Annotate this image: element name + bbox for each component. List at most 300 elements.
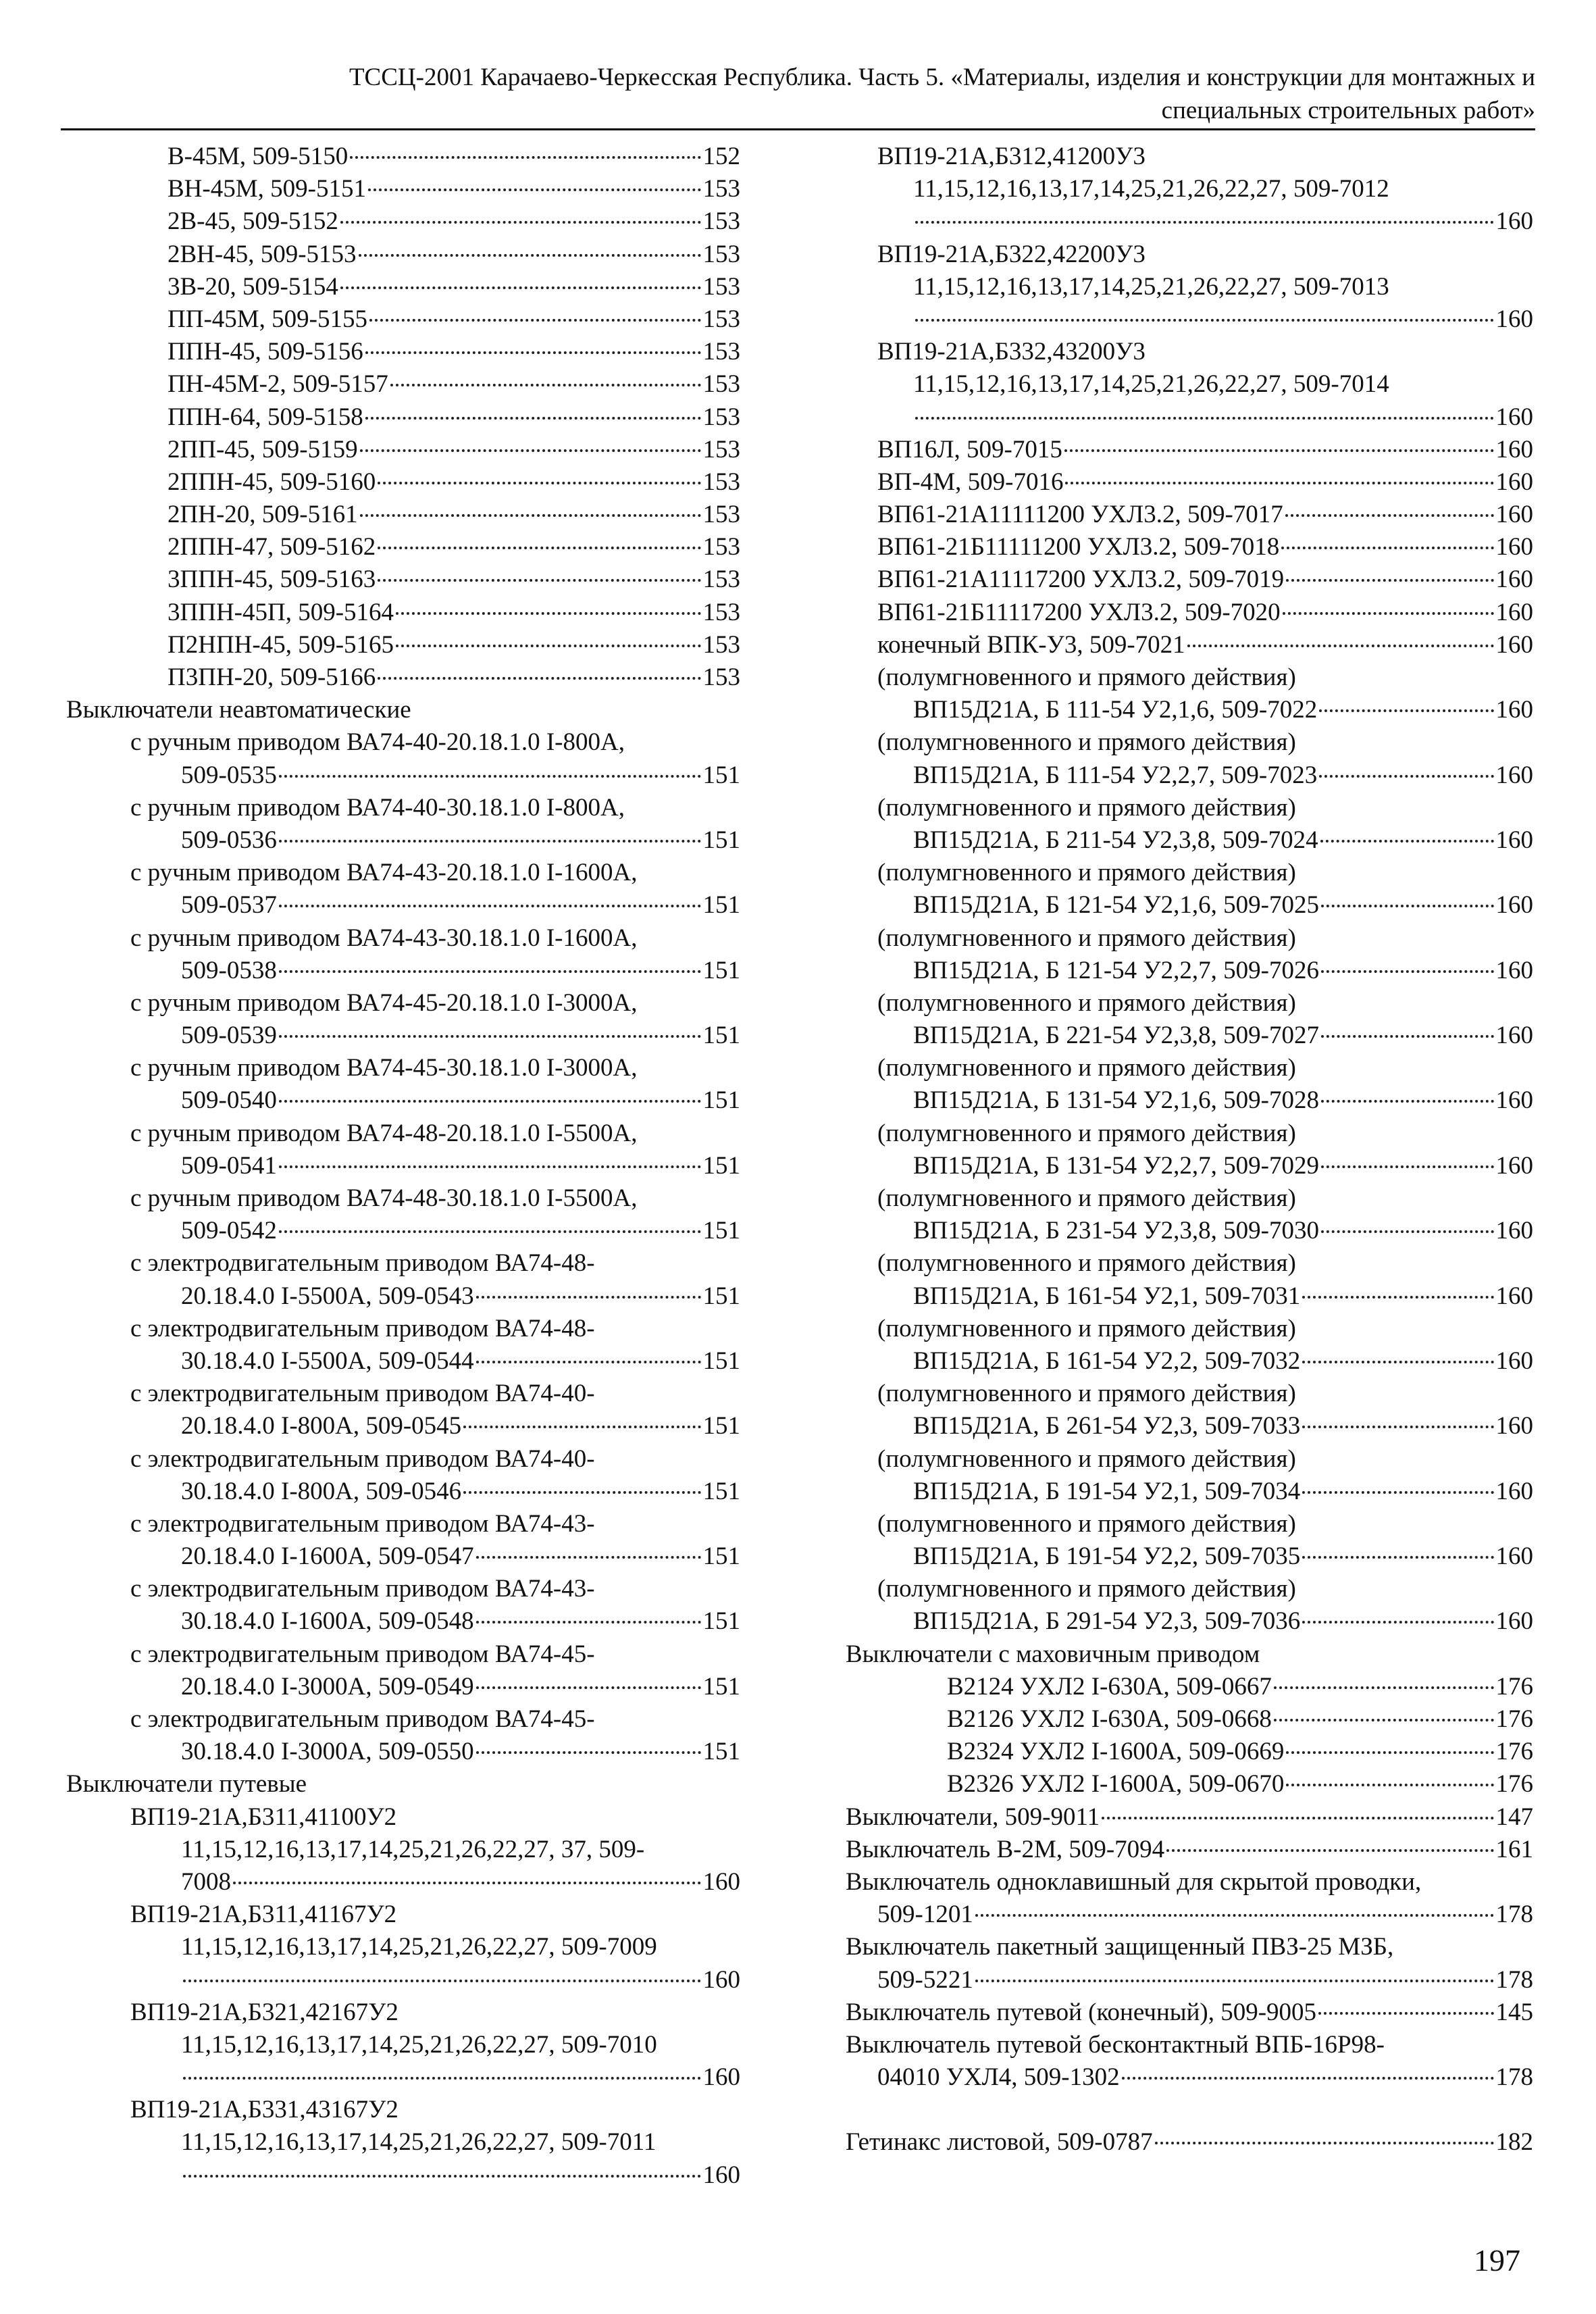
index-entry (66, 499, 740, 531)
index-entry-page: 160 (702, 1867, 740, 1896)
index-entry-text: Выключатели неавтоматические (66, 696, 411, 724)
index-entry-text: ВП15Д21А, Б 131-54 У2,1,6, 509-7028 (913, 1086, 1319, 1115)
index-entry-text: 11,15,12,16,13,17,14,25,21,26,22,27, 509-7014 (913, 370, 1389, 399)
index-entry (846, 336, 1533, 368)
index-entry (66, 2094, 740, 2126)
dot-leader (368, 188, 701, 191)
index-entry (66, 597, 740, 629)
index-entry-text: 2ВН-45, 509-5153 (168, 240, 357, 268)
index-entry-text: 30.18.4.0 I-1600А, 509-0548 (181, 1607, 474, 1636)
dot-leader (183, 1980, 701, 1982)
index-entry (846, 1801, 1533, 1834)
index-entry (846, 563, 1533, 596)
dot-leader (1283, 612, 1494, 615)
index-entry-page: 147 (1495, 1803, 1533, 1831)
index-entry-page: 153 (702, 598, 740, 626)
dot-leader (369, 319, 701, 322)
index-entry-text: ВП15Д21А, Б 261-54 У2,3, 509-7033 (913, 1412, 1301, 1440)
index-entry-page: 153 (702, 565, 740, 594)
index-entry-text: с электродвигательным приводом ВА74-48- (130, 1249, 595, 1278)
index-entry-text: П2НПН-45, 509-5165 (168, 630, 394, 659)
index-entry-page: 160 (1495, 533, 1533, 561)
index-entry-page: 153 (702, 403, 740, 431)
index-entry-page: 176 (1495, 1705, 1533, 1733)
index-entry-text: 2ППН-47, 509-5162 (168, 533, 376, 561)
index-entry-page: 153 (702, 533, 740, 561)
index-entry (66, 694, 740, 726)
index-entry-text: 509-0542 (181, 1217, 277, 1245)
index-entry-page: 161 (1495, 1835, 1533, 1863)
index-entry (66, 1052, 740, 1084)
index-entry (846, 2126, 1533, 2159)
dot-leader (1302, 1621, 1493, 1624)
dot-leader (1321, 905, 1494, 907)
index-entry-text: 20.18.4.0 I-800А, 509-0545 (181, 1412, 462, 1440)
index-entry (846, 1020, 1533, 1052)
index-entry-page: 151 (702, 1022, 740, 1050)
dot-leader (390, 384, 701, 386)
index-entry-text: 20.18.4.0 I-1600А, 509-0547 (181, 1542, 474, 1571)
index-entry (66, 1898, 740, 1931)
index-entry-page: 160 (1495, 956, 1533, 984)
index-entry-text: с электродвигательным приводом ВА74-43- (130, 1575, 595, 1603)
index-entry (66, 1345, 740, 1378)
index-entry-page: 151 (702, 1542, 740, 1571)
index-entry-text: 509-0539 (181, 1022, 277, 1050)
dot-leader (378, 677, 700, 680)
index-entry-text: 509-0536 (181, 826, 277, 854)
index-entry-page: 151 (702, 891, 740, 920)
dot-leader (1102, 1817, 1493, 1819)
index-entry-page: 151 (702, 1217, 740, 1245)
index-entry-text: с электродвигательным приводом ВА74-43- (130, 1509, 595, 1538)
dot-leader (378, 547, 700, 549)
index-entry (66, 987, 740, 1020)
index-entry (846, 987, 1533, 1020)
index-entry (66, 1768, 740, 1801)
index-entry (66, 2029, 740, 2061)
index-entry (66, 1964, 740, 1996)
dot-leader (915, 417, 1494, 420)
index-entry-text: с ручным приводом ВА74-45-30.18.1.0 I-3000А, (130, 1054, 638, 1082)
header-line-1: ТССЦ-2001 Карачаево-Черкесская Республика. Часть 5. «Материалы, изделия и конструкции для монтажных и (349, 64, 1535, 91)
index-entry-page: 153 (702, 272, 740, 301)
index-column-right (846, 141, 1533, 2159)
index-entry-text: ВП15Д21А, Б 131-54 У2,2,7, 509-7029 (913, 1151, 1319, 1180)
dot-leader (279, 775, 701, 778)
dot-leader (365, 417, 701, 420)
index-entry (66, 1638, 740, 1671)
index-entry-text: 2ПН-20, 509-5161 (168, 501, 358, 529)
index-entry (846, 1182, 1533, 1215)
index-entry-text: с ручным приводом ВА74-45-20.18.1.0 I-3000А, (130, 988, 638, 1017)
index-entry-text: 2ППН-45, 509-5160 (168, 468, 376, 496)
index-entry-text: В2124 УХЛ2 I-630А, 509-0667 (947, 1672, 1272, 1701)
index-entry-text: В2326 УХЛ2 I-1600А, 509-0670 (947, 1770, 1285, 1799)
index-entry-text: 3В-20, 509-5154 (168, 272, 338, 301)
dot-leader (476, 1361, 701, 1363)
index-entry-page: 160 (1495, 565, 1533, 594)
index-entry (66, 1117, 740, 1150)
index-entry-text: ВП15Д21А, Б 161-54 У2,2, 509-7032 (913, 1347, 1301, 1375)
index-entry (846, 1313, 1533, 1345)
index-entry-text: (полумгновенного и прямого действия) (877, 1184, 1296, 1212)
index-entry-text: 11,15,12,16,13,17,14,25,21,26,22,27, 509-7013 (913, 272, 1389, 301)
dot-leader (1319, 709, 1493, 712)
index-entry (846, 1964, 1533, 1996)
index-entry (66, 629, 740, 661)
index-entry (846, 1084, 1533, 1117)
index-entry-text: (полумгновенного и прямого действия) (877, 1380, 1296, 1408)
dot-leader (1274, 1686, 1494, 1689)
index-entry (846, 955, 1533, 987)
index-entry (66, 1410, 740, 1442)
index-entry (846, 1508, 1533, 1540)
index-entry-text: ВП19-21А,Б322,42200У3 (877, 240, 1145, 268)
index-entry-page: 151 (702, 761, 740, 789)
index-entry (846, 759, 1533, 792)
index-entry (66, 173, 740, 205)
index-entry-page: 160 (1495, 1217, 1533, 1245)
dot-leader (1122, 2077, 1494, 2080)
index-entry-text: 11,15,12,16,13,17,14,25,21,26,22,27, 509-7012 (913, 175, 1389, 203)
dot-leader (975, 1914, 1494, 1917)
index-entry (846, 661, 1533, 694)
index-entry-text: 2ПП-45, 509-5159 (168, 435, 358, 463)
index-entry-page: 160 (1495, 403, 1533, 431)
index-entry-page: 153 (702, 630, 740, 659)
dot-leader (1286, 1751, 1493, 1754)
index-entry-text: Выключатели, 509-9011 (846, 1803, 1100, 1831)
index-entry-text: ВП15Д21А, Б 231-54 У2,3,8, 509-7030 (913, 1217, 1319, 1245)
index-entry (66, 1476, 740, 1508)
dot-leader (1155, 2142, 1494, 2144)
index-entry (66, 1671, 740, 1703)
index-entry (66, 824, 740, 857)
dot-leader (1302, 1556, 1493, 1559)
dot-leader (1187, 645, 1494, 647)
dot-leader (183, 2175, 701, 2178)
index-entry (66, 726, 740, 759)
index-entry (66, 1508, 740, 1540)
index-entry-text: (полумгновенного и прямого действия) (877, 1444, 1296, 1473)
index-entry-text: ППН-45, 509-5156 (168, 338, 363, 366)
index-entry-text: (полумгновенного и прямого действия) (877, 1249, 1296, 1278)
index-entry (846, 889, 1533, 922)
index-entry (66, 1182, 740, 1215)
dot-leader (1302, 1296, 1493, 1299)
index-entry (66, 792, 740, 824)
index-entry-page: 160 (1495, 468, 1533, 496)
dot-leader (1064, 449, 1494, 452)
index-entry-page: 176 (1495, 1770, 1533, 1799)
index-entry (66, 1280, 740, 1313)
index-entry (846, 1996, 1533, 2029)
index-entry (66, 563, 740, 596)
index-entry-page: 153 (702, 305, 740, 333)
dot-leader (463, 1426, 700, 1428)
index-entry-text: 3ППН-45П, 509-5164 (168, 598, 394, 626)
index-entry-text: 509-0535 (181, 761, 277, 789)
index-entry (846, 1476, 1533, 1508)
dot-leader (279, 1165, 701, 1168)
index-entry-page: 160 (1495, 1151, 1533, 1180)
index-entry-page: 160 (1495, 1347, 1533, 1375)
index-entry (846, 1345, 1533, 1378)
index-entry-text: ВП19-21А,Б312,41200У3 (877, 143, 1145, 170)
index-entry (66, 1736, 740, 1768)
index-entry (66, 922, 740, 955)
running-header (61, 61, 1535, 130)
index-entry-page: 160 (702, 1965, 740, 1994)
index-entry-page: 152 (702, 143, 740, 170)
index-entry-page: 153 (702, 663, 740, 691)
index-entry-text: (полумгновенного и прямого действия) (877, 663, 1296, 691)
index-entry-text: с ручным приводом ВА74-43-20.18.1.0 I-1600А, (130, 859, 638, 887)
index-entry (66, 466, 740, 499)
index-entry-page: 151 (702, 1672, 740, 1701)
index-entry-text: 30.18.4.0 I-5500А, 509-0544 (181, 1347, 474, 1375)
index-entry-page: 160 (1495, 598, 1533, 626)
index-entry (66, 1247, 740, 1280)
index-entry (66, 857, 740, 889)
index-entry-page: 160 (1495, 305, 1533, 333)
dot-leader (915, 319, 1494, 322)
index-entry (66, 1084, 740, 1117)
index-entry (66, 661, 740, 694)
index-entry-text: с ручным приводом ВА74-43-30.18.1.0 I-1600А, (130, 924, 638, 952)
dot-leader (340, 286, 701, 289)
dot-leader (1321, 1035, 1494, 1038)
index-entry-text: 3ППН-45, 509-5163 (168, 565, 376, 594)
index-entry (66, 1605, 740, 1638)
index-entry (66, 759, 740, 792)
index-entry-text: с ручным приводом ВА74-48-20.18.1.0 I-5500А, (130, 1119, 638, 1147)
index-entry-text: ВП-4М, 509-7016 (877, 468, 1064, 496)
index-entry (66, 141, 740, 173)
dot-leader (1321, 1165, 1494, 1168)
index-entry-text: с электродвигательным приводом ВА74-40- (130, 1444, 595, 1473)
index-entry-text: (полумгновенного и прямого действия) (877, 859, 1296, 887)
index-entry-text: Выключатели с маховичным приводом (846, 1640, 1260, 1668)
index-entry (66, 1996, 740, 2029)
dot-leader (1319, 775, 1493, 778)
index-entry-text: 509-0541 (181, 1151, 277, 1180)
index-entry-page: 151 (702, 1607, 740, 1636)
index-entry (846, 792, 1533, 824)
dot-leader (1302, 1361, 1493, 1363)
index-entry-page: 160 (1495, 696, 1533, 724)
index-entry-text: 509-0540 (181, 1086, 277, 1115)
index-entry-text: (полумгновенного и прямого действия) (877, 1509, 1296, 1538)
index-gap (846, 2094, 1533, 2126)
index-entry-text: ВП19-21А,Б331,43167У2 (130, 2096, 398, 2124)
index-entry-page: 160 (1495, 826, 1533, 854)
dot-leader (1318, 2012, 1493, 2015)
index-entry (66, 336, 740, 368)
index-entry-page: 151 (702, 1151, 740, 1180)
index-entry-text: ВП61-21А11117200 УХЛ3.2, 509-7019 (877, 565, 1285, 594)
index-entry (66, 1313, 740, 1345)
index-entry-page: 160 (1495, 1412, 1533, 1440)
index-entry-text: (полумгновенного и прямого действия) (877, 988, 1296, 1017)
dot-leader (1281, 547, 1493, 549)
dot-leader (476, 1556, 701, 1559)
index-entry-text: ВП19-21А,Б311,41167У2 (130, 1901, 397, 1929)
index-entry-text: 11,15,12,16,13,17,14,25,21,26,22,27, 37, 509- (181, 1835, 645, 1863)
index-entry-text: (полумгновенного и прямого действия) (877, 1575, 1296, 1603)
index-entry-page: 151 (702, 1412, 740, 1440)
dot-leader (1321, 1230, 1494, 1233)
index-entry-page: 151 (702, 956, 740, 984)
index-entry-page: 151 (702, 1282, 740, 1310)
index-entry-text: ППН-64, 509-5158 (168, 403, 363, 431)
index-entry-text: 20.18.4.0 I-5500А, 509-0543 (181, 1282, 474, 1310)
index-entry (846, 857, 1533, 889)
index-column-left (66, 141, 740, 2192)
index-entry (66, 1540, 740, 1573)
index-entry (846, 824, 1533, 857)
index-entry-text: Выключатели путевые (66, 1770, 307, 1799)
index-entry (66, 1801, 740, 1834)
index-entry (66, 2159, 740, 2192)
index-entry-page: 160 (1495, 435, 1533, 463)
index-entry (846, 1768, 1533, 1801)
index-entry-text: 11,15,12,16,13,17,14,25,21,26,22,27, 509-7011 (181, 2128, 657, 2157)
index-entry-text: с электродвигательным приводом ВА74-45- (130, 1705, 595, 1733)
dot-leader (476, 1686, 701, 1689)
index-entry-text: ВП15Д21А, Б 121-54 У2,1,6, 509-7025 (913, 891, 1319, 920)
index-entry (846, 1866, 1533, 1898)
index-entry-page: 151 (702, 1738, 740, 1766)
dot-leader (378, 482, 700, 484)
index-entry (66, 238, 740, 271)
dot-leader (1166, 1849, 1493, 1852)
index-entry (846, 1150, 1533, 1182)
index-entry (846, 1215, 1533, 1247)
index-entry-page: 160 (1495, 1542, 1533, 1571)
index-entry-text: Гетинакс листовой, 509-0787 (846, 2128, 1153, 2157)
index-entry-text: (полумгновенного и прямого действия) (877, 1314, 1296, 1342)
dot-leader (350, 156, 700, 159)
index-entry (846, 1736, 1533, 1768)
index-entry-page: 145 (1495, 1998, 1533, 2026)
index-entry-text: Выключатель В-2М, 509-7094 (846, 1835, 1165, 1863)
index-entry (66, 303, 740, 336)
dot-leader (279, 1100, 701, 1103)
index-entry (66, 1020, 740, 1052)
index-entry-text: Выключатель путевой бесконтактный ВПБ-16Р98- (846, 2030, 1385, 2059)
index-entry (846, 1443, 1533, 1476)
dot-leader (1286, 1784, 1493, 1786)
index-entry (66, 1931, 740, 1963)
index-entry (66, 889, 740, 922)
index-entry (846, 1247, 1533, 1280)
index-entry-text: В2324 УХЛ2 I-1600А, 509-0669 (947, 1738, 1285, 1766)
index-entry-page: 178 (1495, 1965, 1533, 1994)
index-entry-text: 509-1201 (877, 1901, 973, 1929)
index-entry (66, 1215, 740, 1247)
index-entry (846, 531, 1533, 563)
index-entry (846, 2029, 1533, 2061)
index-entry (846, 466, 1533, 499)
index-entry-text: ВП15Д21А, Б 211-54 У2,3,8, 509-7024 (913, 826, 1318, 854)
index-entry-text: ВП19-21А,Б321,42167У2 (130, 1998, 398, 2026)
index-entry (66, 1443, 740, 1476)
index-entry-text: 7008 (181, 1867, 231, 1896)
dot-leader (360, 514, 701, 517)
index-entry-page: 153 (702, 175, 740, 203)
index-entry (846, 1605, 1533, 1638)
index-entry-text: 30.18.4.0 I-800А, 509-0546 (181, 1477, 462, 1505)
index-entry-text: 2В-45, 509-5152 (168, 207, 338, 236)
index-entry (66, 1703, 740, 1736)
index-entry-text: ВП15Д21А, Б 291-54 У2,3, 509-7036 (913, 1607, 1301, 1636)
dot-leader (1065, 482, 1493, 484)
dot-leader (360, 449, 701, 452)
index-entry (66, 2126, 740, 2159)
index-entry-page: 182 (1495, 2128, 1533, 2157)
index-entry-text: с электродвигательным приводом ВА74-45- (130, 1640, 595, 1668)
index-entry-page: 160 (1495, 1477, 1533, 1505)
index-entry-page: 160 (1495, 207, 1533, 236)
dot-leader (233, 1882, 701, 1884)
index-entry-text: с электродвигательным приводом ВА74-40- (130, 1380, 595, 1408)
index-entry (846, 238, 1533, 271)
index-entry-text: ВП15Д21А, Б 121-54 У2,2,7, 509-7026 (913, 956, 1319, 984)
dot-leader (1302, 1491, 1493, 1494)
index-entry-page: 160 (1495, 1022, 1533, 1050)
dot-leader (279, 1230, 701, 1233)
index-entry (66, 2061, 740, 2094)
dot-leader (279, 905, 701, 907)
index-entry (846, 173, 1533, 205)
index-entry-text: 20.18.4.0 I-3000А, 509-0549 (181, 1672, 474, 1701)
index-entry-page: 151 (702, 826, 740, 854)
index-entry-page: 178 (1495, 2063, 1533, 2092)
index-entry-text: ПН-45М-2, 509-5157 (168, 370, 388, 399)
index-entry-text: 11,15,12,16,13,17,14,25,21,26,22,27, 509-7009 (181, 1933, 657, 1961)
index-entry (846, 1931, 1533, 1963)
index-entry-text: (полумгновенного и прямого действия) (877, 793, 1296, 822)
index-entry-text: ВП61-21А11111200 УХЛ3.2, 509-7017 (877, 501, 1283, 529)
index-entry-text: В2126 УХЛ2 I-630А, 509-0668 (947, 1705, 1272, 1733)
index-entry (846, 1671, 1533, 1703)
index-entry-text: ВП15Д21А, Б 221-54 У2,3,8, 509-7027 (913, 1022, 1319, 1050)
index-entry-text: (полумгновенного и прямого действия) (877, 924, 1296, 952)
index-entry (66, 1834, 740, 1866)
index-entry-text: 04010 УХЛ4, 509-1302 (877, 2063, 1120, 2092)
index-entry-text: с электродвигательным приводом ВА74-48- (130, 1314, 595, 1342)
index-entry (846, 499, 1533, 531)
index-entry (66, 271, 740, 303)
index-entry (846, 1573, 1533, 1605)
index-entry (66, 401, 740, 434)
dot-leader (915, 221, 1494, 224)
index-entry-text: ВП15Д21А, Б 191-54 У2,2, 509-7035 (913, 1542, 1301, 1571)
index-entry-page: 153 (702, 338, 740, 366)
index-entry-text: конечный ВПК-У3, 509-7021 (877, 630, 1185, 659)
dot-leader (396, 612, 700, 615)
index-entry (66, 368, 740, 401)
index-entry-page: 160 (1495, 1607, 1533, 1636)
dot-leader (476, 1621, 701, 1624)
index-entry-text: ВН-45М, 509-5151 (168, 175, 366, 203)
index-entry-page: 160 (1495, 761, 1533, 789)
index-entry-text: 11,15,12,16,13,17,14,25,21,26,22,27, 509-7010 (181, 2030, 657, 2059)
index-entry-text: ВП15Д21А, Б 111-54 У2,1,6, 509-7022 (913, 696, 1318, 724)
index-entry-page: 178 (1495, 1901, 1533, 1929)
